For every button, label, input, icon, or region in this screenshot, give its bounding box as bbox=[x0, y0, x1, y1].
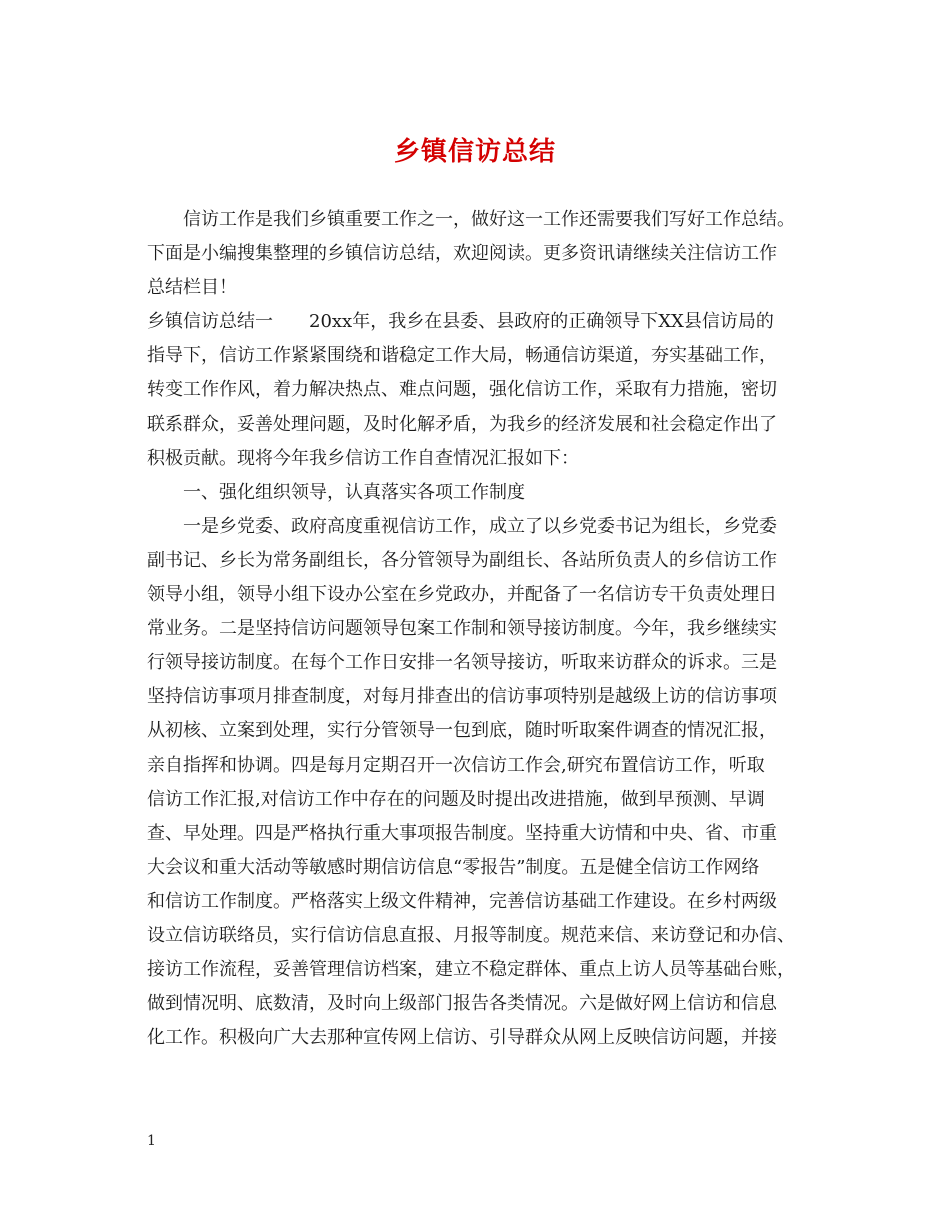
body-line: 设立信访联络员，实行信访信息直报、月报等制度。规范来信、来访登记和办信、 bbox=[147, 924, 795, 946]
document-body bbox=[147, 203, 827, 1055]
body-line: 常业务。二是坚持信访问题领导包案工作制和领导接访制度。今年，我乡继续实 bbox=[147, 618, 777, 640]
body-line: 联系群众，妥善处理问题，及时化解矛盾，为我乡的经济发展和社会稳定作出了 bbox=[147, 413, 777, 435]
body-line: 大会议和重大活动等敏感时期信访信息“零报告”制度。五是健全信访工作网络 bbox=[147, 856, 760, 878]
body-line: 行领导接访制度。在每个工作日安排一名领导接访，听取来访群众的诉求。三是 bbox=[147, 652, 777, 674]
body-line: 一、强化组织领导，认真落实各项工作制度 bbox=[183, 481, 525, 503]
body-line: 查、早处理。四是严格执行重大事项报告制度。坚持重大访情和中央、省、市重 bbox=[147, 822, 777, 844]
body-line: 指导下，信访工作紧紧围绕和谐稳定工作大局，畅通信访渠道，夯实基础工作， bbox=[147, 345, 777, 367]
body-line: 化工作。积极向广大去那种宣传网上信访、引导群众从网上反映信访问题，并接 bbox=[147, 1027, 777, 1049]
body-line: 总结栏目！ bbox=[147, 277, 237, 299]
body-line: 乡镇信访总结一 20xx年，我乡在县委、县政府的正确领导下XX县信访局的 bbox=[147, 311, 774, 333]
body-line: 接访工作流程，妥善管理信访档案，建立不稳定群体、重点上访人员等基础台账， bbox=[147, 959, 795, 981]
body-line: 一是乡党委、政府高度重视信访工作，成立了以乡党委书记为组长，乡党委 bbox=[183, 515, 777, 537]
page-number: 1 bbox=[147, 1133, 156, 1149]
body-line: 信访工作是我们乡镇重要工作之一，做好这一工作还需要我们写好工作总结。 bbox=[183, 209, 795, 230]
body-line: 做到情况明、底数清，及时向上级部门报告各类情况。六是做好网上信访和信息 bbox=[147, 993, 777, 1015]
body-line: 从初核、立案到处理，实行分管领导一包到底，随时听取案件调查的情况汇报， bbox=[147, 720, 777, 742]
body-line: 和信访工作制度。严格落实上级文件精神，完善信访基础工作建设。在乡村两级 bbox=[147, 890, 777, 912]
body-line: 下面是小编搜集整理的乡镇信访总结，欢迎阅读。更多资讯请继续关注信访工作 bbox=[147, 243, 777, 265]
body-line: 领导小组，领导小组下设办公室在乡党政办，并配备了一名信访专干负责处理日 bbox=[147, 584, 777, 606]
body-line: 亲自指挥和协调。四是每月定期召开一次信访工作会,研究布置信访工作，听取 bbox=[147, 754, 765, 776]
body-line: 信访工作汇报,对信访工作中存在的问题及时提出改进措施，做到早预测、早调 bbox=[147, 788, 765, 810]
body-line: 副书记、乡长为常务副组长，各分管领导为副组长、各站所负责人的乡信访工作 bbox=[147, 549, 777, 571]
body-line: 坚持信访事项月排查制度，对每月排查出的信访事项特别是越级上访的信访事项 bbox=[147, 686, 777, 708]
body-line: 积极贡献。现将今年我乡信访工作自查情况汇报如下： bbox=[147, 447, 579, 469]
body-line: 转变工作作风，着力解决热点、难点问题，强化信访工作，采取有力措施，密切 bbox=[147, 379, 777, 401]
document-title: 乡镇信访总结 bbox=[393, 137, 556, 167]
